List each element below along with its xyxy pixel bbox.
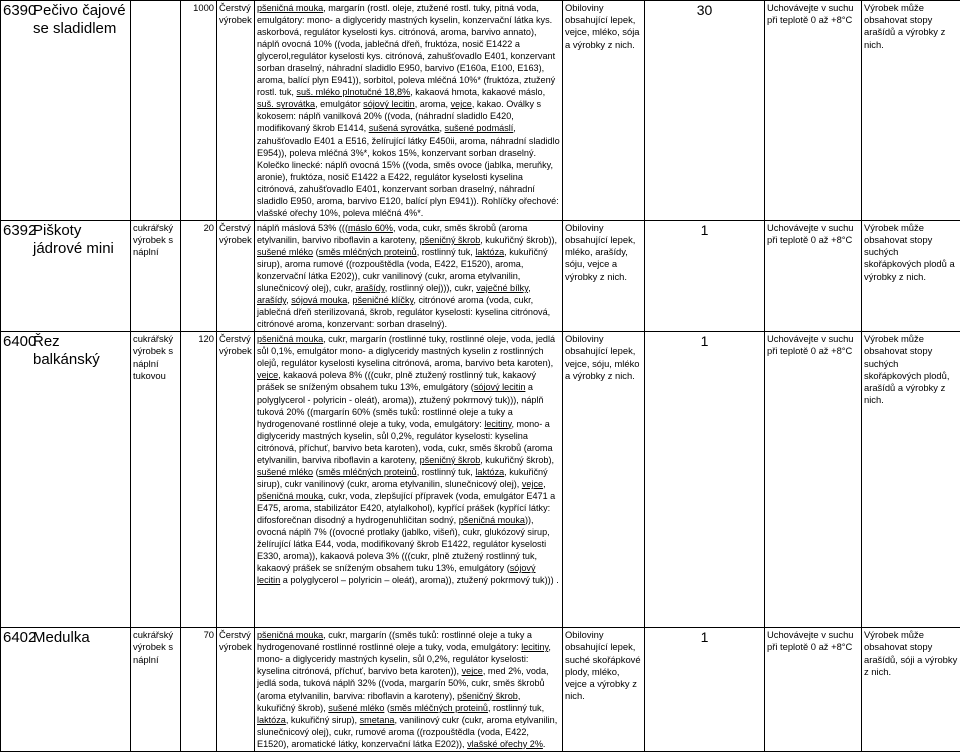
product-count: 1 — [645, 628, 765, 751]
ingredient-text: , kukuřičný škrob), — [257, 691, 520, 713]
allergen-text: vejce — [522, 479, 543, 489]
product-name: Piškoty jádrové mini — [33, 222, 128, 258]
product-weight: 1000 — [181, 1, 217, 221]
allergen-text: laktóza — [475, 467, 504, 477]
allergen-text: sušené mléko — [257, 247, 313, 257]
product-allergens: Obiloviny obsahující lepek, suché skořápkové plody, mléko, vejce a výrobky z nich. — [563, 628, 645, 751]
ingredient-text: , cukr, voda, zlepšující přípravek (voda, emulgátor E471 a E475, aroma, stabilizátor E420, atylalkohol), kypřící prášek (kypřící látky: difosforečnan disodný a hydrogenuhličitan sodný, — [257, 491, 555, 525]
allergen-text: arašídy — [356, 283, 385, 293]
ingredient-text: , — [347, 295, 352, 305]
product-count: 1 — [645, 220, 765, 331]
product-type — [131, 1, 181, 221]
ingredient-text: , cukr, margarín ((směs tuků: rostlinné oleje a tuky a hydrogenované rostlinné rostlinné oleje a tuky, voda, emulgátory: — [257, 630, 532, 652]
product-row — [1, 332, 960, 628]
ingredient-text: , rostlinný olej))), cukr, — [385, 283, 476, 293]
ingredient-text: , emulgátor — [315, 99, 363, 109]
ingredient-text: , margarín (rostl. oleje, ztužené rostl. tuky, pitná voda, emulgátory: mono- a diglyceridy mastných kyselin, konzervační látka kys. askorbová, regulátor kyselosti kys. citrónová, aroma, barvivo annato), náplň ovocná 10% ((voda, jablečná dřeň, fruktóza, nosič E1422 a glycerol,regulátor kyselosti kys. citrónová, zahušťovadlo E401, konzervant sorban draselný, náhradní sladidlo E950, barvivo (E160a, E100, E163), aroma, balící plyn E941)), sorbitol, poleva mléčná 10%* (fruktóza, ztužený rostl. tuk, — [257, 3, 555, 97]
ingredient-text: , kukuřičný sirup), aroma rumové ((rozpouštědla (voda, E422, E1520), aroma, konzervační látka E202)), cukr vanilinový (cukr, aroma etylvanilin, slunečnicový olej), cukr, — [257, 247, 548, 293]
product-type: cukrářský výrobek s náplní — [131, 628, 181, 751]
allergen-text: směs mléčných proteinů — [319, 247, 417, 257]
allergen-text: sušená syrovátka — [369, 123, 440, 133]
allergen-text: máslo 60% — [348, 223, 393, 233]
ingredient-text: , kakao. Oválky s kokosem: náplň vanilková 20% ((voda, (náhradní sladidlo E420, modifikovaný škrob E1414, — [257, 99, 541, 133]
product-ingredients — [255, 628, 563, 751]
product-code-name — [1, 220, 131, 331]
product-storage: Uchovávejte v suchu při teplotě 0 až +8°C — [765, 220, 862, 331]
allergen-text: sójový lecitin — [474, 382, 526, 392]
ingredient-text: , mono- a diglyceridy mastných kyselin, sůl 0,2%, regulátor kyselosti: kyselina citrónová, příchuť, barvivo beta karoten), voda, cukr, směs škrobů (aroma etylvanilin, barviva riboflavin a karoteny, — [257, 419, 553, 465]
allergen-text: sójový lecitin — [363, 99, 415, 109]
allergen-text: pšeničná mouka — [257, 334, 323, 344]
allergen-text: pšeničná mouka — [257, 491, 323, 501]
allergen-text: pšeničná mouka — [257, 630, 323, 640]
product-traces: Výrobek může obsahovat stopy suchých skořápkových plodů, arašídů a výrobky z nich. — [862, 332, 960, 628]
product-code-name — [1, 1, 131, 221]
allergen-text: sójový lecitin — [257, 563, 536, 585]
product-allergens: Obiloviny obsahující lepek, vejce, mléko, sója a výrobky z nich. — [563, 1, 645, 221]
product-name: Pečivo čajové se sladidlem — [33, 2, 128, 38]
product-weight: 70 — [181, 628, 217, 751]
allergen-text: pšeničná mouka — [459, 515, 525, 525]
ingredient-text: , kukuřičný sirup), cukr vanilinový (cukr, aroma etylvanilin, slunečnicový olej), — [257, 467, 548, 489]
product-count: 1 — [645, 332, 765, 628]
allergen-text: vejce — [451, 99, 472, 109]
product-weight: 20 — [181, 220, 217, 331]
product-storage: Uchovávejte v suchu při teplotě 0 až +8°C — [765, 628, 862, 751]
product-ingredients — [255, 332, 563, 628]
allergen-text: lecitiny — [521, 642, 548, 652]
ingredient-text: ( — [384, 703, 390, 713]
ingredient-text: , cukr, margarín (rostlinné tuky, rostlinné oleje, voda, jedlá sůl 0,1%, emulgátor mono- a diglyceridy mastných kyselin z rostlinných olejů, regulátor kyselosti kyselina citrónová, aroma, barvivo beta karoten), — [257, 334, 555, 368]
allergen-text: sušené podmáslí — [445, 123, 514, 133]
product-code-name — [1, 332, 131, 628]
ingredient-text: , rostlinný tuk, — [488, 703, 544, 713]
ingredient-text: . — [543, 739, 546, 749]
allergen-text: vejce — [462, 666, 483, 676]
allergen-text: suš. syrovátka — [257, 99, 315, 109]
ingredient-text: ( — [313, 467, 319, 477]
ingredient-text: , — [528, 283, 531, 293]
allergen-text: vejce — [257, 370, 278, 380]
ingredient-text: , aroma, — [415, 99, 451, 109]
allergen-text: pšeničný škrob — [420, 235, 481, 245]
allergen-text: lecitiny — [484, 419, 511, 429]
ingredient-text: ( — [313, 247, 319, 257]
allergen-text: arašídy — [257, 295, 286, 305]
product-code: 6402 — [3, 629, 33, 647]
product-fresh: Čerstvý výrobek — [217, 220, 255, 331]
product-storage: Uchovávejte v suchu při teplotě 0 až +8°C — [765, 332, 862, 628]
allergen-text: laktóza — [475, 247, 504, 257]
ingredient-text: , — [439, 123, 444, 133]
product-row — [1, 220, 960, 331]
product-name: Řez balkánský — [33, 333, 128, 369]
ingredient-text: , kukuřičný škrob)), — [480, 235, 557, 245]
allergen-text: pšeničný škrob — [420, 455, 481, 465]
ingredient-text: , — [543, 479, 546, 489]
product-type: cukrářský výrobek s náplní — [131, 220, 181, 331]
product-ingredients — [255, 220, 563, 331]
product-storage: Uchovávejte v suchu při teplotě 0 až +8°C — [765, 1, 862, 221]
product-fresh: Čerstvý výrobek — [217, 332, 255, 628]
ingredient-text: , voda, cukr, směs škrobů (aroma etylvanilin, barvivo riboflavin a karoteny, — [257, 223, 527, 245]
product-allergens: Obiloviny obsahující lepek, mléko, arašídy, sóju, vejce a výrobky z nich. — [563, 220, 645, 331]
ingredient-text: , mono- a diglyceridy mastných kyselin, sůl 0,2%, regulátor kyselosti: kyselina citrónová, příchuť, barvivo beta karoten)), — [257, 642, 551, 676]
product-code: 6390 — [3, 2, 33, 20]
allergen-text: sójová mouka — [291, 295, 347, 305]
allergen-text: pšeničný škrob — [457, 691, 518, 701]
allergen-text: vlašské ořechy 2% — [467, 739, 543, 749]
product-allergens: Obiloviny obsahující lepek, vejce, sóju, mléko a výrobky z nich. — [563, 332, 645, 628]
allergen-text: sušené mléko — [257, 467, 313, 477]
product-row — [1, 628, 960, 751]
allergen-text: smetana — [360, 715, 395, 725]
allergen-text: vaječné bílky — [476, 283, 528, 293]
product-count: 30 — [645, 1, 765, 221]
ingredient-text: a polyglycerol – polyricin – oleát), aroma)), ztužený pokrmový tuk))) . — [280, 575, 558, 585]
allergen-text: směs mléčných proteinů — [319, 467, 417, 477]
ingredient-text: )), ovocná náplň 7% ((ovocné protlaky (jablko, višeň), cukr, glukózový sirup, želírující látka E44, voda, modifikovaný škrob E1422, regulátor kyselosti E330, aroma)), kakaová poleva 3% (((cukr, plně ztužený rostlinný tuk, kakaový prášek se sníženým obsahem tuku 13%, emulgátory ( — [257, 515, 550, 573]
allergen-text: pšeničná mouka — [257, 3, 323, 13]
allergen-text: směs mléčných proteinů — [390, 703, 488, 713]
ingredient-text: , rostlinný tuk, — [417, 467, 476, 477]
ingredient-text: , rostlinný tuk, — [417, 247, 476, 257]
product-weight: 120 — [181, 332, 217, 628]
product-fresh: Čerstvý výrobek — [217, 628, 255, 751]
product-ingredients — [255, 1, 563, 221]
product-type: cukrářský výrobek s náplní tukovou — [131, 332, 181, 628]
ingredient-text: , citrónové aroma (voda, cukr, jablečná dřeň sterilizovaná, škrob, regulátor kyselosti: kyselina citrónová, citrónové aroma, konzervant: sorban draselný). — [257, 295, 550, 329]
ingredient-text: , kukuřičný škrob), — [480, 455, 554, 465]
ingredient-text: , — [286, 295, 291, 305]
product-traces: Výrobek může obsahovat stopy suchých skořápkových plodů a výrobky z nich. — [862, 220, 960, 331]
allergen-text: suš. mléko plnotučné 18,8% — [296, 87, 410, 97]
ingredient-text: , zahušťovadlo E401 a E516, želírující látky E450ii, aroma, náhradní sladidlo E954)), poleva mléčná 3%*, kokos 15%, konzervant sorban draselný. Kolečko linecké: náplň ovocná 15% ((voda, směs ovoce (jablka, meruňky, aronie), fruktóza, nosič E1422 a E422, regulátor kyselosti kyselina citrónová, zahušťovadlo E401, konzervant sorban draselný, náhradní sladidlo E950, aroma, barvivo E120, balící plyn E941)). Rohlíčky ořechové: vlašské ořechy 10%, poleva mléčná 4%*. — [257, 123, 560, 217]
product-code: 6392 — [3, 222, 33, 240]
product-traces: Výrobek může obsahovat stopy arašídů a výrobky z nich. — [862, 1, 960, 221]
ingredient-text: , med 2%, voda, jedlá soda, tuková náplň 32% ((voda, margarín 50%, cukr, směs škrobů (aroma etylvanilin, barviva: riboflavin a karoteny), — [257, 666, 549, 700]
ingredient-text: , vanilinový cukr (cukr, aroma etylvanilin, slunečnicový olej), cukr, rumové aroma ((rozpouštědla (voda, E422, E1520), aromatické látky, konzervační látka E202)), — [257, 715, 557, 749]
ingredient-text: , kukuřičný sirup), — [286, 715, 360, 725]
product-code-name — [1, 628, 131, 751]
allergen-text: laktóza — [257, 715, 286, 725]
product-fresh: Čerstvý výrobek — [217, 1, 255, 221]
ingredient-text: náplň máslová 53% ((( — [257, 223, 348, 233]
ingredient-text: a polyglycerol - polyricin - oleát), aroma)), ztužený pokrmový tuk))), náplň tuková 20% ((margarín 60% (směs tuků: rostlinné oleje a tuky a hydrogenované rostlinné oleje a tuky, voda, emulgátory: — [257, 382, 544, 428]
product-name: Medulka — [33, 629, 90, 647]
product-code: 6400 — [3, 333, 33, 351]
allergen-text: sušené mléko — [328, 703, 384, 713]
allergen-text: pšeničné klíčky — [352, 295, 413, 305]
product-row — [1, 1, 960, 221]
ingredient-text: , kakaová poleva 8% (((cukr, plně ztužený rostlinný tuk, kakaový prášek se sníženým obsahem tuku 13%, emulgátory ( — [257, 370, 536, 392]
product-traces: Výrobek může obsahovat stopy arašídů, sóji a výrobky z nich. — [862, 628, 960, 751]
ingredient-text: , kakaová hmota, kakaové máslo, — [410, 87, 545, 97]
